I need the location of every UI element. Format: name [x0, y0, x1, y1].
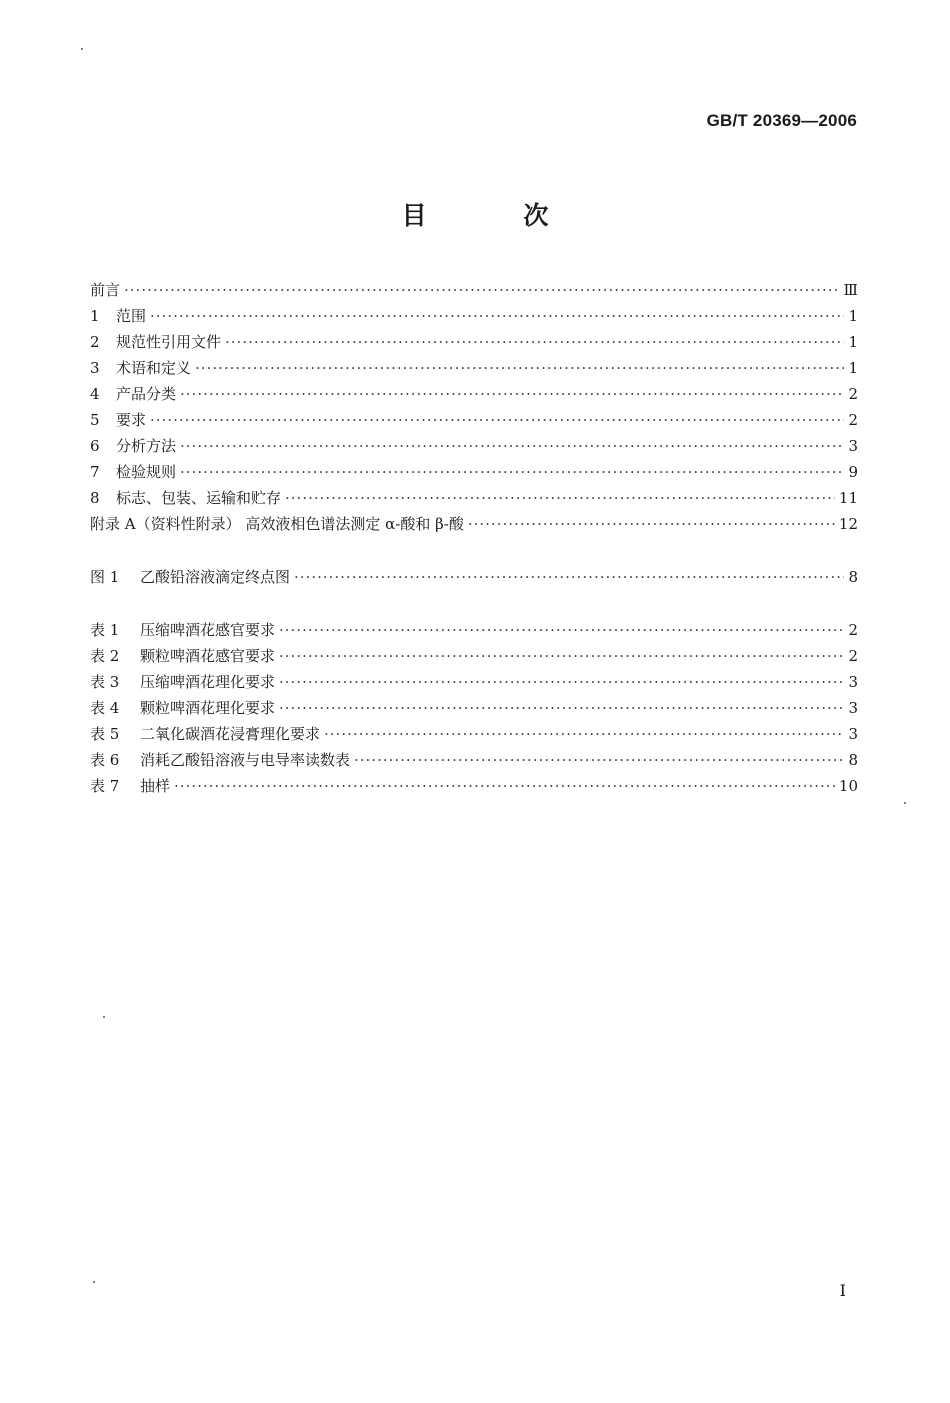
table-page: 2: [848, 647, 858, 665]
dot-leader: [279, 669, 844, 695]
table-label: 压缩啤酒花感官要求: [140, 621, 276, 639]
toc-table-entry[interactable]: [90, 669, 858, 695]
toc-entry-page: 3: [848, 437, 858, 455]
table-page: 2: [848, 621, 858, 639]
toc-tables: [90, 617, 858, 799]
table-label: 消耗乙酸铅溶液与电导率读数表: [140, 751, 351, 769]
dot-leader: [174, 773, 835, 799]
dot-leader: [180, 459, 844, 485]
toc-entry-page: 2: [848, 385, 858, 403]
toc-entry-label: 要求: [116, 411, 147, 429]
dot-leader: [195, 355, 844, 381]
toc-entry-number: 3: [90, 359, 100, 377]
figure-page: 8: [848, 568, 858, 586]
dot-leader: [150, 407, 844, 433]
table-label: 抽样: [140, 777, 171, 795]
dot-leader: [150, 303, 844, 329]
toc-entry-label: 术语和定义: [116, 359, 192, 377]
dot-leader: [225, 329, 844, 355]
table-number: 表 7: [90, 777, 120, 795]
toc-entry-page: 2: [848, 411, 858, 429]
toc-sections: [90, 277, 858, 537]
scan-speck: [81, 48, 83, 50]
toc-entry[interactable]: [90, 485, 858, 511]
dot-leader: [279, 695, 844, 721]
scan-speck: [904, 802, 906, 804]
toc-entry-number: 1: [90, 307, 100, 325]
toc-entry-page: 12: [838, 515, 858, 533]
toc-entry-number: 7: [90, 463, 100, 481]
table-number: 表 3: [90, 673, 120, 691]
toc-entry[interactable]: [90, 303, 858, 329]
toc-entry-label: 规范性引用文件: [116, 333, 222, 351]
dot-leader: [180, 381, 844, 407]
toc-entry[interactable]: [90, 407, 858, 433]
toc-entry-page: 1: [848, 333, 858, 351]
toc-table-entry[interactable]: [90, 695, 858, 721]
toc-entry-page: 11: [838, 489, 858, 507]
dot-leader: [124, 277, 840, 303]
toc-table-entry[interactable]: [90, 721, 858, 747]
dot-leader: [294, 564, 844, 590]
toc-entry-label: 附录 A（资料性附录） 高效液相色谱法测定 α-酸和 β-酸: [90, 515, 464, 533]
table-page: 10: [838, 777, 858, 795]
figure-label: 乙酸铅溶液滴定终点图: [140, 568, 291, 586]
toc-entry[interactable]: [90, 459, 858, 485]
toc-entry-number: 8: [90, 489, 100, 507]
page-title: 目 次: [401, 201, 593, 230]
dot-leader: [354, 747, 844, 773]
toc-entry-number: 6: [90, 437, 100, 455]
toc-entry-label: 标志、包装、运输和贮存: [116, 489, 282, 507]
toc-entry-number: 5: [90, 411, 100, 429]
standard-code: GB/T 20369—2006: [706, 111, 857, 130]
page-number: I: [839, 1281, 846, 1300]
table-page: 3: [848, 725, 858, 743]
toc-entry-page: Ⅲ: [843, 281, 858, 299]
toc-entry[interactable]: [90, 433, 858, 459]
toc-entry-label: 范围: [116, 307, 147, 325]
toc-entry[interactable]: [90, 329, 858, 355]
table-number: 表 4: [90, 699, 120, 717]
dot-leader: [285, 485, 835, 511]
table-page: 8: [848, 751, 858, 769]
dot-leader: [468, 511, 835, 537]
toc-table-entry[interactable]: [90, 617, 858, 643]
toc-figure-entry[interactable]: [90, 564, 858, 590]
dot-leader: [324, 721, 844, 747]
toc-table-entry[interactable]: [90, 773, 858, 799]
toc-entry[interactable]: [90, 355, 858, 381]
table-label: 颗粒啤酒花感官要求: [140, 647, 276, 665]
toc-entry-label: 检验规则: [116, 463, 177, 481]
toc-entry[interactable]: [90, 381, 858, 407]
scan-speck: [93, 1281, 95, 1283]
table-label: 二氧化碳酒花浸膏理化要求: [140, 725, 321, 743]
toc-entry-label: 产品分类: [116, 385, 177, 403]
toc-entry-page: 1: [848, 359, 858, 377]
toc-table-entry[interactable]: [90, 747, 858, 773]
table-number: 表 5: [90, 725, 120, 743]
toc-entry-page: 1: [848, 307, 858, 325]
toc-entry-label: 分析方法: [116, 437, 177, 455]
toc-entry-appendix[interactable]: [90, 511, 858, 537]
table-label: 压缩啤酒花理化要求: [140, 673, 276, 691]
toc-entry-number: 2: [90, 333, 100, 351]
dot-leader: [279, 617, 844, 643]
toc-figures: [90, 564, 858, 590]
table-page: 3: [848, 673, 858, 691]
toc-entry[interactable]: [90, 277, 858, 303]
table-number: 表 6: [90, 751, 120, 769]
toc-entry-page: 9: [848, 463, 858, 481]
toc-entry-label: 前言: [90, 281, 121, 299]
table-label: 颗粒啤酒花理化要求: [140, 699, 276, 717]
toc-entry-number: 4: [90, 385, 100, 403]
toc-table-entry[interactable]: [90, 643, 858, 669]
table-number: 表 1: [90, 621, 120, 639]
table-number: 表 2: [90, 647, 120, 665]
scan-speck: [103, 1016, 105, 1018]
dot-leader: [180, 433, 844, 459]
table-page: 3: [848, 699, 858, 717]
dot-leader: [279, 643, 844, 669]
figure-number: 图 1: [90, 568, 120, 586]
